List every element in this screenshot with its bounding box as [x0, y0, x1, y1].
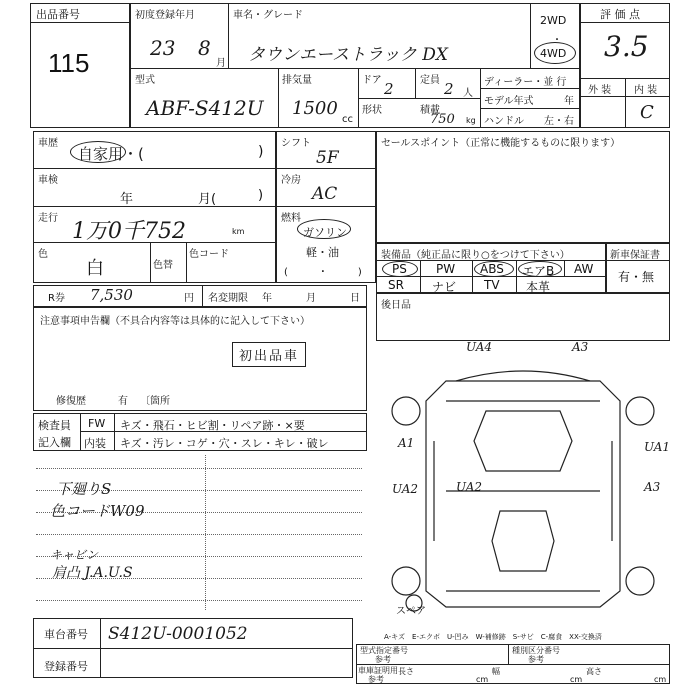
equipment-label: 装備品（純正品に限り○をつけて下さい） [381, 250, 570, 261]
model-year-unit: 年 [564, 96, 574, 107]
fuel-paren: ( ・ ) [284, 267, 362, 278]
car-history-close: ) [258, 144, 264, 160]
drive-4wd: 4WD [540, 47, 567, 60]
lot-number: 115 [48, 48, 90, 78]
color-value: 白 [86, 258, 104, 279]
load-unit: kg [466, 116, 476, 125]
score-value: 3.5 [604, 30, 649, 63]
name-change-month: 月 [306, 293, 316, 304]
mark-a1-left: A1 [398, 436, 415, 450]
shape-label: 形状 [362, 105, 382, 116]
model-label: 型式 [135, 75, 155, 86]
ac-value: AC [312, 184, 338, 204]
load-label: 積載 [420, 105, 440, 116]
width-unit: cm [570, 675, 583, 684]
note-line-2: 色コードW09 [50, 502, 145, 520]
name-change-label: 名変期限 [208, 293, 248, 304]
equip-airbag: エアB [522, 264, 555, 278]
interior-label: 内 装 [634, 85, 658, 96]
name-change-day: 日 [350, 293, 360, 304]
equip-ps: PS [392, 262, 407, 276]
mileage-value: 1万0千752 [72, 219, 186, 244]
displacement-unit: cc [342, 114, 353, 125]
recycle-label: R券 [48, 293, 65, 304]
notes-label: 注意事項申告欄（不具合内容等は具体的に記入して下さい） [40, 316, 310, 327]
mileage-label: 走行 [38, 213, 58, 224]
ac-label: 冷房 [281, 175, 301, 186]
equip-aw: AW [574, 262, 594, 276]
doors-value: 2 [384, 80, 394, 98]
length-label: 長さ [398, 667, 414, 676]
equip-sr: SR [388, 278, 404, 292]
color-code-label: 色コード [189, 249, 229, 260]
first-listing-stamp: 初出品車 [232, 342, 306, 367]
interior-value: C [640, 102, 654, 123]
month-value: 8 [198, 36, 211, 60]
damage-legend: A-キズ E-エクボ U-凹み W-補修跡 S-サビ C-腐食 XX-交換済 [384, 633, 602, 641]
model-value: ABF-S412U [146, 96, 264, 120]
note-line-4: 肩凸 J.A.U.S [52, 565, 133, 581]
repair-label: 修復歴 [56, 396, 86, 407]
class-spec-label: 種別区分番号 [512, 646, 560, 655]
later-items-label: 後日品 [381, 300, 411, 311]
first-reg-label: 初度登録年月 [135, 10, 195, 21]
handle-value: 左・右 [544, 116, 574, 127]
height-unit: cm [654, 675, 667, 684]
displacement-label: 排気量 [282, 75, 312, 86]
mark-ua2-center: UA2 [456, 480, 483, 494]
score-label: 評 価 点 [600, 8, 640, 21]
name-change-year: 年 [262, 293, 272, 304]
fuel-label: 燃料 [281, 213, 301, 224]
class-spec-ref: 参考 [528, 655, 544, 664]
fuel-gasoline: ガソリン [303, 226, 347, 239]
reg-label: 登録番号 [44, 660, 88, 673]
length-unit: cm [476, 675, 489, 684]
handle-label: ハンドル [484, 116, 524, 127]
exterior-label: 外 装 [588, 85, 612, 96]
model-spec-ref: 参考 [375, 655, 391, 664]
car-name-value: タウンエーストラック DX [248, 45, 448, 65]
drive-2wd: 2WD [540, 14, 567, 27]
capacity-unit: 人 [463, 88, 473, 99]
inspection-close: ) [258, 188, 264, 203]
fw-label: FW [88, 417, 106, 430]
color-change-label: 色替 [153, 260, 173, 271]
chassis-label: 車台番号 [44, 628, 88, 641]
entry-label: 記入欄 [38, 436, 71, 449]
displacement-value: 1500 [292, 98, 338, 119]
repair-parts: 〔箇所 [140, 396, 170, 407]
doors-label: ドア [362, 75, 382, 86]
capacity-label: 定員 [420, 75, 440, 86]
car-history-value: 自家用・( [78, 145, 144, 163]
height-label: 高さ [586, 667, 602, 676]
shift-value: 5F [316, 148, 339, 168]
chassis-value: S412U-0001052 [108, 624, 248, 644]
cert-ref: 参考 [368, 675, 384, 684]
width-label: 幅 [492, 667, 500, 676]
inspection-month: 月( [198, 192, 217, 207]
repair-value: 有 [118, 396, 128, 407]
mark-a3-top: A3 [572, 340, 589, 354]
fw-text: キズ・飛石・ヒビ割・リペア跡・×要 [120, 419, 305, 432]
spare-label: スペア [396, 606, 426, 617]
car-name-label: 車名・グレード [233, 10, 303, 21]
car-history-label: 車歴 [38, 138, 58, 149]
recycle-unit: 円 [184, 293, 194, 304]
equip-abs: ABS [480, 262, 504, 276]
equip-leather: 本革 [526, 280, 551, 294]
interior-text: キズ・汚レ・コゲ・穴・スレ・キレ・破レ [120, 437, 329, 450]
mark-ua2-left: UA2 [392, 482, 419, 496]
recycle-box [33, 285, 367, 307]
note-line-3: キャビン [50, 548, 99, 562]
cert-label: 車庫証明用 [358, 666, 398, 675]
equip-tv: TV [484, 278, 500, 292]
color-label: 色 [38, 249, 48, 260]
recycle-value: 7,530 [90, 286, 133, 304]
note-line-1: 下廻りS [56, 480, 112, 498]
inspection-label: 車検 [38, 175, 58, 186]
lot-label: 出品番号 [36, 8, 80, 21]
month-unit: 月 [216, 58, 226, 69]
later-items-box [376, 293, 670, 341]
equip-navi: ナビ [432, 280, 457, 294]
new-car-value: 有・無 [618, 270, 655, 284]
fuel-light-oil: 軽・油 [306, 246, 339, 259]
model-spec-label: 型式指定番号 [360, 646, 408, 655]
vehicle-damage-diagram [376, 341, 670, 617]
shift-label: シフト [281, 138, 311, 149]
mark-ua4: UA4 [466, 340, 493, 354]
mark-ua1-right: UA1 [644, 440, 671, 454]
mileage-unit: km [232, 227, 245, 236]
year-value: 23 [150, 36, 176, 60]
new-car-label: 新車保証書 [610, 250, 660, 261]
dealer-label: ディーラー・並 行 [484, 77, 567, 88]
load-value: 750 [430, 112, 455, 127]
inspection-year: 年 [120, 192, 134, 207]
model-year-label: モデル年式 [484, 96, 534, 107]
interior-row-label: 内装 [84, 437, 106, 450]
capacity-value: 2 [444, 80, 454, 98]
mark-a3-right: A3 [644, 480, 661, 494]
sales-point-label: セールスポイント（正常に機能するものに限ります） [381, 138, 621, 149]
inspector-label: 検査員 [38, 419, 71, 432]
equip-pw: PW [436, 262, 456, 276]
